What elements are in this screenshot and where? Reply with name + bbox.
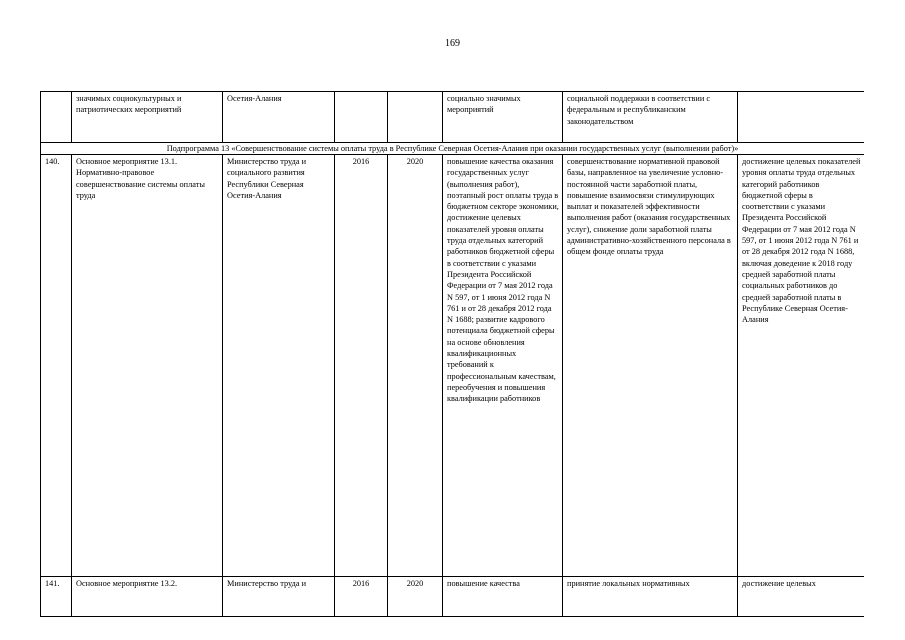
table-row-subprogram-header bbox=[41, 143, 865, 155]
cell-num bbox=[41, 92, 72, 143]
cell-measure: значимых социокультурных и патриотических мероприятий bbox=[72, 92, 223, 143]
program-measures-table-container bbox=[40, 91, 864, 640]
table-row-141 bbox=[41, 577, 865, 617]
program-measures-table bbox=[40, 91, 864, 617]
cell-executor: Министерство труда и социального развития Республики Северная Осетия-Алания bbox=[223, 155, 335, 577]
cell-start-year: 2016 bbox=[335, 155, 388, 577]
table-row-continuation bbox=[41, 92, 865, 143]
cell-executor: Министерство труда и bbox=[223, 577, 335, 617]
cell-result: повышение качества оказания государственных услуг (выполнения работ), поэтапный рост оплаты труда в бюджетном секторе экономики, достижение целевых показателей уровня оплаты труда отдельных категорий работников бюджетной сферы в соответствии с указами Президента Российской Федерации от 7 мая 2012 года N 597, от 1 июня 2012 года N 761 и от 28 декабря 2012 года N 1688; развитие кадрового потенциала бюджетной сферы на основе обновления квалификационных требований к профессиональным качествам, переобучения и повышения квалификации работников bbox=[443, 155, 563, 577]
cell-link bbox=[738, 92, 865, 143]
cell-consequences: совершенствование нормативной правовой базы, направленное на увеличение условно-постоянной части заработной платы, повышение взаимосвязи стимулирующих выплат и показателей эффективности выполнения работ (оказания государственных услуг), снижение доли заработной платы административно-хозяйственного персонала в общем фонде оплаты труда bbox=[563, 155, 738, 577]
cell-end-year: 2020 bbox=[388, 577, 443, 617]
cell-consequences: принятие локальных нормативных bbox=[563, 577, 738, 617]
cell-end-year: 2020 bbox=[388, 155, 443, 577]
cell-num: 141. bbox=[41, 577, 72, 617]
cell-result: социально значимых мероприятий bbox=[443, 92, 563, 143]
table-row-140 bbox=[41, 155, 865, 577]
cell-link: достижение целевых bbox=[738, 577, 865, 617]
cell-link: достижение целевых показателей уровня оплаты труда отдельных категорий работников бюджетной сферы в соответствии с указами Президента Российской Федерации от 7 мая 2012 года N 597, от 1 июня 2012 года N 761 и от 28 декабря 2012 года N 1688, включая доведение к 2018 году средней заработной платы социальных работников до средней заработной платы в Республике Северная Осетия-Алания bbox=[738, 155, 865, 577]
cell-measure: Основное мероприятие 13.1. Нормативно-правовое совершенствование системы оплаты труда bbox=[72, 155, 223, 577]
cell-executor: Осетия-Алания bbox=[223, 92, 335, 143]
cell-end-year bbox=[388, 92, 443, 143]
cell-num: 140. bbox=[41, 155, 72, 577]
cell-start-year: 2016 bbox=[335, 577, 388, 617]
cell-result: повышение качества bbox=[443, 577, 563, 617]
page-number: 169 bbox=[445, 38, 460, 49]
subprogram-header: Подпрограмма 13 «Совершенствование системы оплаты труда в Республике Северная Осетия-Алания при оказании государственных услуг (выполнении работ)» bbox=[41, 143, 865, 155]
cell-start-year bbox=[335, 92, 388, 143]
cell-consequences: социальной поддержки в соответствии с федеральным и республиканским законодательством bbox=[563, 92, 738, 143]
cell-measure: Основное мероприятие 13.2. bbox=[72, 577, 223, 617]
